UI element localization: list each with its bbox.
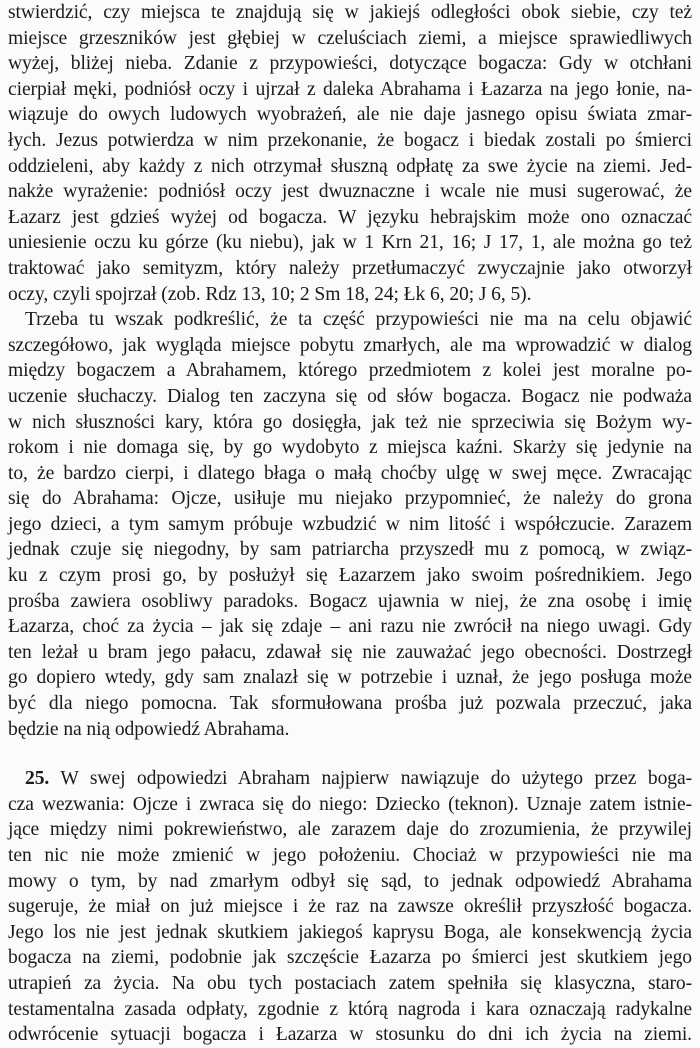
text-line: stwierdzić, czy miejsca te znajdują się w jakiejś odległości obok siebie, czy też xyxy=(8,2,692,23)
text-line: Trzeba tu wszak podkreślić, że ta część przypowieści nie ma na celu objawić xyxy=(25,309,692,331)
paragraph-spacer xyxy=(8,742,692,766)
text-line: Łazarz jest gdzieś wyżej od bogacza. W języku hebrajskim może ono oznaczać xyxy=(8,206,692,228)
text-line: uniesienie oczu ku górze (ku niebu), jak w 1 Krn 21, 16; J 17, 1, ale można go też xyxy=(8,232,692,254)
paragraph-afterlife-places xyxy=(8,0,692,307)
text-line: jące między nimi pokrewieństwo, ale zarazem daje do zrozumienia, że przywilej xyxy=(8,819,692,841)
text-line: szczegółowo, jak wygląda miejsce pobytu zmarłych, ale ma wprowadzić w dialog xyxy=(8,334,692,356)
text-line: miejsce grzeszników jest głębiej w czeluściach ziemi, a miejsce sprawiedliwych xyxy=(8,27,692,49)
text-line: nakże wyrażenie: podniósł oczy jest dwuznaczne i wcale nie musi sugerować, że xyxy=(8,181,692,203)
section-number: 25. xyxy=(25,768,50,790)
text-line: jednak czuje się niegodny, by sam patriarcha przyszedł mu z pomocą, w związ- xyxy=(8,539,692,561)
text-line: cierpiał męki, podniósł oczy i ujrzał z daleka Abrahama i Łazarza na jego łonie, na- xyxy=(8,78,692,100)
text-line: będzie na nią odpowiedź Abrahama. xyxy=(8,718,290,740)
text-line: sugeruje, że miał on już miejsce i że raz na zawsze określił przyszłość bogacza. xyxy=(8,896,692,918)
text-line xyxy=(8,766,692,792)
text-line: to, że bardzo cierpi, i dlatego błaga o małą choćby ulgę w swej męce. Zwracając xyxy=(8,462,692,484)
text-line: prośba zawiera osobliwy paradoks. Bogacz ujawnia w niej, że zna osobę i imię xyxy=(8,590,692,612)
text-line: go dopiero wtedy, gdy sam znalazł się w potrzebie i uznał, że jego posługa może xyxy=(8,667,692,689)
text-line: wyżej, bliżej nieba. Zdanie z przypowieści, dotyczące bogacza: Gdy w otchłani xyxy=(8,53,692,75)
text-line: być dla niego pomocna. Tak sformułowana prośba już pozwala przeczuć, jaka xyxy=(8,693,692,715)
text-line: jego dzieci, a tym samym próbuje wzbudzić w nim litość i współczucie. Zarazem xyxy=(8,513,692,535)
text-line: między bogaczem a Abrahamem, którego przedmiotem z kolei jest moralne po- xyxy=(8,360,692,382)
text-line: mowy o tym, by nad zmarłym odbył się sąd, to jednak odpowiedź Abrahama xyxy=(8,870,692,892)
text-line: ten nic nie może zmienić w jego położeniu. Chociaż w przypowieści nie ma xyxy=(8,845,692,866)
text-line: cza wezwania: Ojcze i zwraca się do niego: Dziecko (teknon). Uznaje zatem istnie- xyxy=(8,793,692,815)
text-line: się do Abrahama: Ojcze, usiłuje mu niejako przypomnieć, że należy do grona xyxy=(8,488,692,510)
paragraph-dialog xyxy=(8,307,692,742)
text-line: rokom i nie domaga się, by go wydobyto z miejsca kaźni. Skarży się jedynie na xyxy=(8,437,692,459)
text-line: wiązuje do owych ludowych wyobrażeń, ale nie daje jasnego opisu świata zmar- xyxy=(8,104,692,126)
text-line: testamentalna zasada odpłaty, zgodnie z którą nagroda i kara oznaczają radykalne xyxy=(8,998,692,1020)
text-line: odwrócenie sytuacji bogacza i Łazarza w stosunku do dni ich życia na ziemi. xyxy=(8,1024,692,1046)
text-line: łych. Jezus potwierdza w nim przekonanie, że bogacz i biedak zostali po śmierci xyxy=(8,129,692,151)
text-line: traktować jako semityzm, który należy przetłumaczyć zwyczajnie jako otworzył xyxy=(8,257,692,279)
text-line: ten leżał u bram jego pałacu, zdawał się nie zauważać jego obecności. Dostrzegł xyxy=(8,641,692,663)
text-line: utrapień za życia. Na obu tych postaciach zatem spełniła się klasyczna, staro- xyxy=(8,972,692,994)
text-line: Łazarza, choć za życia – jak się zdaje – ani razu nie zwrócił na niego uwagi. Gdy xyxy=(8,616,692,638)
text-line: uczenie słuchaczy. Dialog ten zaczyna się od słów bogacza. Bogacz nie podważa xyxy=(8,385,692,407)
text-line: Jego los nie jest jednak skutkiem jakiegoś kaprysu Boga, ale konsekwencją życia xyxy=(8,921,692,943)
paragraph-section-25 xyxy=(8,766,692,1048)
text-line: oddzieleni, aby każdy z nich otrzymał słuszną odpłatę za swe życie na ziemi. Jed- xyxy=(8,155,692,177)
text-line: bogacza na ziemi, podobnie jak szczęście Łazarza po śmierci jest skutkiem jego xyxy=(8,947,692,969)
text-line: w nich słuszności kary, która go dosięgła, jak też nie sprzeciwia się Bożym wy- xyxy=(8,411,692,433)
text-line: oczy, czyli spojrzał (zob. Rdz 13, 10; 2 Sm 18, 24; Łk 6, 20; J 6, 5). xyxy=(8,283,532,305)
text-line: ku z czym prosi go, by posłużył się Łazarzem jako swoim pośrednikiem. Jego xyxy=(8,565,692,587)
text-line-rest: W swej odpowiedzi Abraham najpierw nawiązuje do użytego przez boga- xyxy=(49,768,692,790)
